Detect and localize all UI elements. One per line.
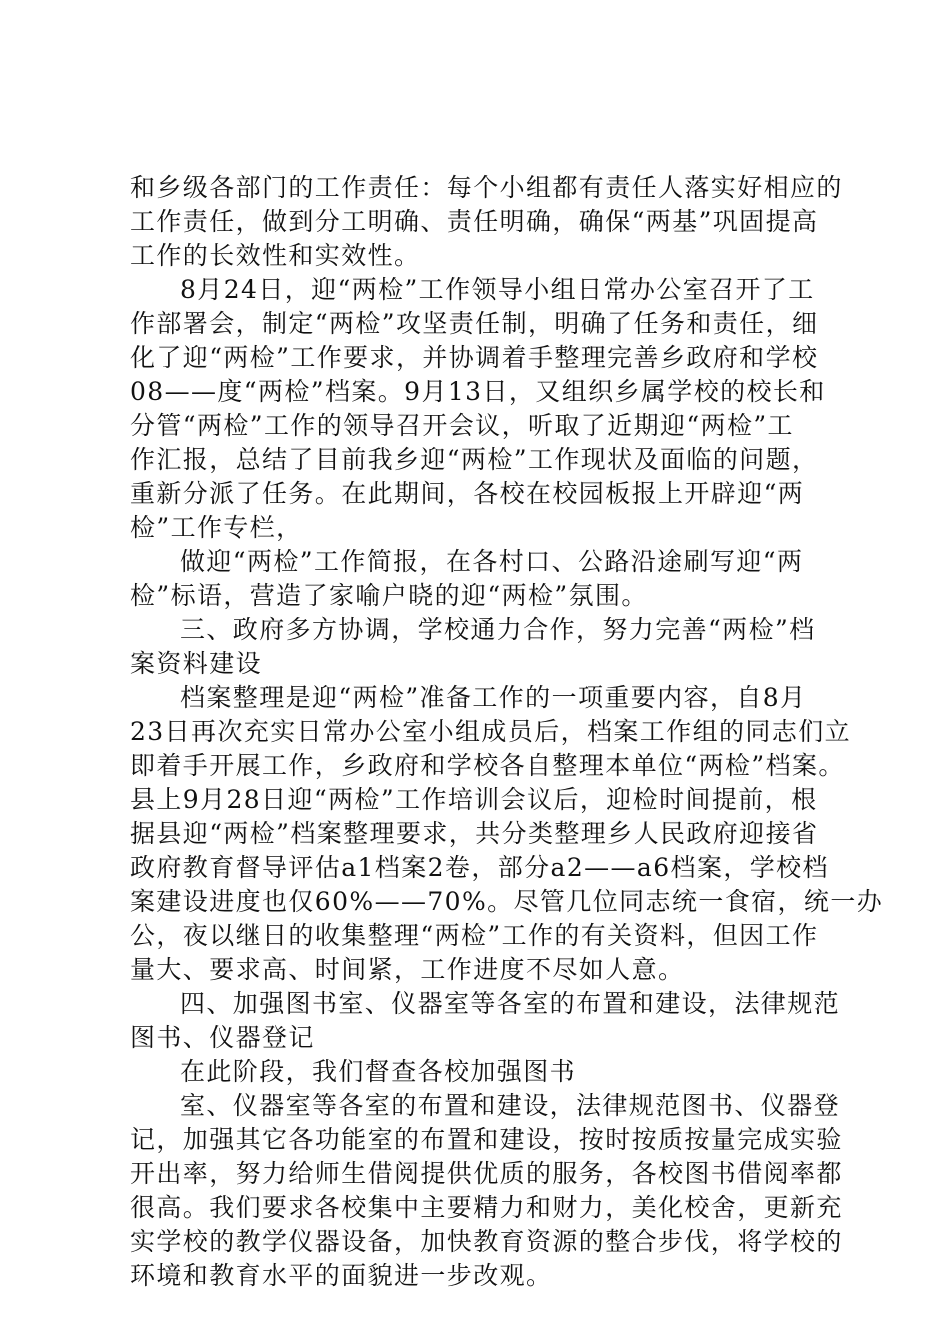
text-line: 量大、要求高、时间紧，工作进度不尽如人意。 <box>130 955 685 984</box>
text-line: 县上9月28日迎“两检”工作培训会议后，迎检时间提前，根 <box>130 785 818 814</box>
text-line: 检”工作专栏， <box>130 513 303 542</box>
text-line: 作汇报，总结了目前我乡迎“两检”工作现状及面临的问题， <box>130 445 819 474</box>
text-line: 化了迎“两检”工作要求，并协调着手整理完善乡政府和学校 <box>130 343 819 372</box>
text-line: 即着手开展工作，乡政府和学校各自整理本单位“两检”档案。 <box>130 751 845 780</box>
text-line: 政府教育督导评估a1档案2卷，部分a2——a6档案，学校档 <box>130 853 829 882</box>
text-line: 在此阶段，我们督查各校加强图书 <box>180 1057 577 1086</box>
document-body <box>130 171 884 1293</box>
text-line: 8月24日，迎“两检”工作领导小组日常办公室召开了工 <box>180 275 815 304</box>
text-line: 三、政府多方协调，学校通力合作，努力完善“两检”档 <box>180 615 816 644</box>
text-line: 23日再次充实日常办公室小组成员后，档案工作组的同志们立 <box>130 717 852 746</box>
text-line: 工作责任，做到分工明确、责任明确，确保“两基”巩固提高 <box>130 207 819 236</box>
text-line: 档案整理是迎“两检”准备工作的一项重要内容，自8月 <box>180 683 807 712</box>
text-line: 案建设进度也仅60%——70%。尽管几位同志统一食宿，统一办 <box>130 887 884 916</box>
text-line: 做迎“两检”工作简报，在各村口、公路沿途刷写迎“两 <box>180 547 804 576</box>
text-line: 开出率，努力给师生借阅提供优质的服务，各校图书借阅率都 <box>130 1159 843 1188</box>
text-line: 分管“两检”工作的领导召开会议，听取了近期迎“两检”工 <box>130 411 794 440</box>
text-line: 四、加强图书室、仪器室等各室的布置和建设，法律规范 <box>180 989 841 1018</box>
text-line: 室、仪器室等各室的布置和建设，法律规范图书、仪器登 <box>180 1091 841 1120</box>
text-line: 记，加强其它各功能室的布置和建设，按时按质按量完成实验 <box>130 1125 843 1154</box>
text-line: 环境和教育水平的面貌进一步改观。 <box>130 1261 553 1290</box>
text-line: 08——度“两检”档案。9月13日，又组织乡属学校的校长和 <box>130 377 826 406</box>
text-line: 据县迎“两检”档案整理要求，共分类整理乡人民政府迎接省 <box>130 819 819 848</box>
text-line: 实学校的教学仪器设备，加快教育资源的整合步伐，将学校的 <box>130 1227 843 1256</box>
text-line: 和乡级各部门的工作责任：每个小组都有责任人落实好相应的 <box>130 173 843 202</box>
text-line: 图书、仪器登记 <box>130 1023 315 1052</box>
text-line: 重新分派了任务。在此期间，各校在校园板报上开辟迎“两 <box>130 479 805 508</box>
text-line: 工作的长效性和实效性。 <box>130 241 421 270</box>
text-line: 案资料建设 <box>130 649 263 678</box>
text-line: 检”标语，营造了家喻户晓的迎“两检”氛围。 <box>130 581 648 610</box>
text-line: 很高。我们要求各校集中主要精力和财力，美化校舍，更新充 <box>130 1193 843 1222</box>
text-line: 公，夜以继日的收集整理“两检”工作的有关资料，但因工作 <box>130 921 819 950</box>
text-line: 作部署会，制定“两检”攻坚责任制，明确了任务和责任，细 <box>130 309 819 338</box>
